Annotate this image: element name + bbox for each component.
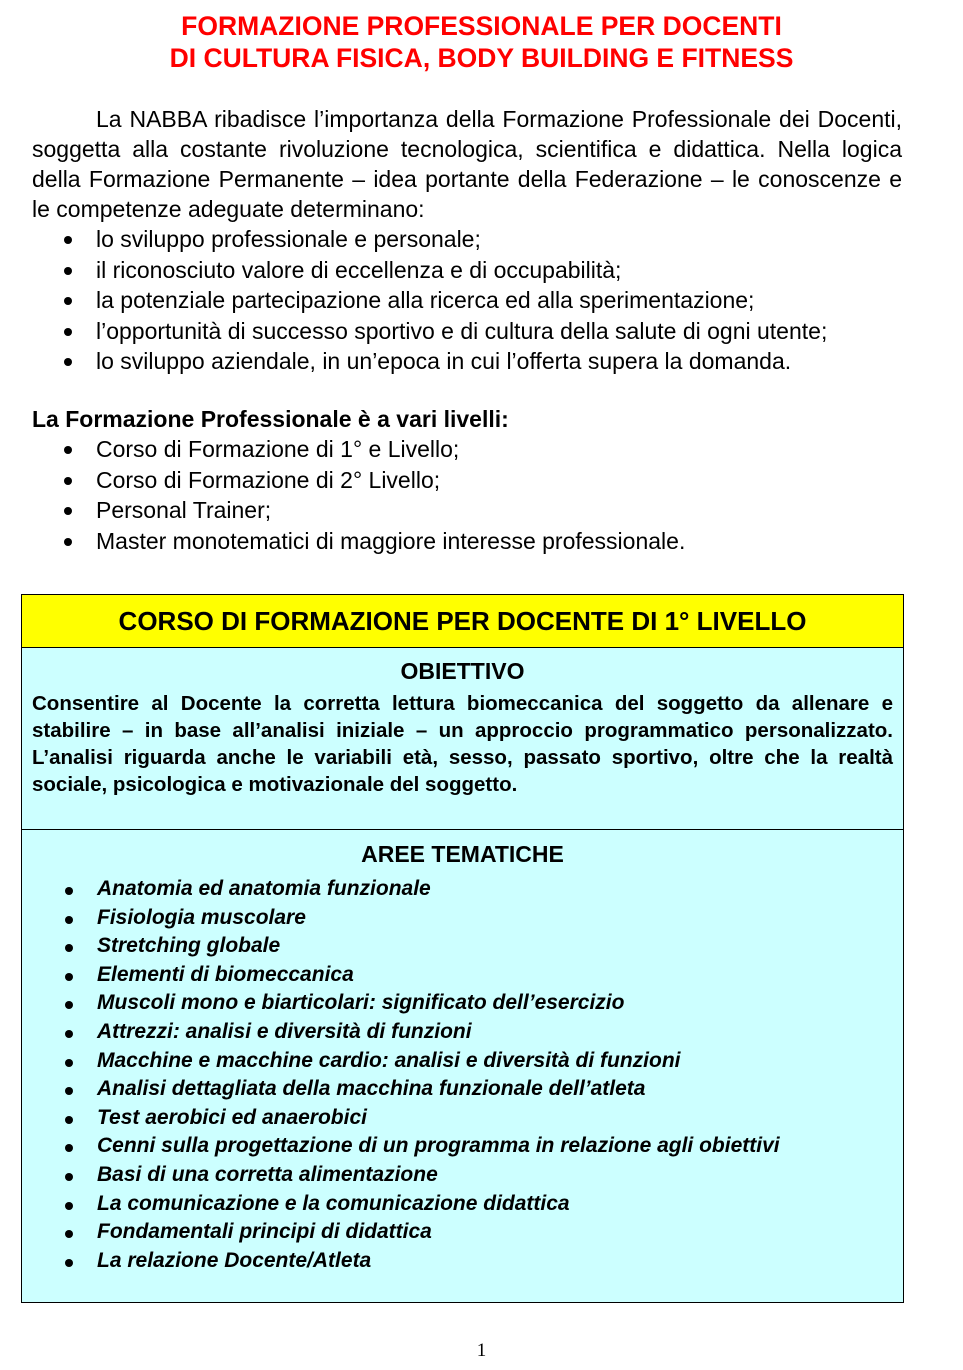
levels-heading: La Formazione Professionale è a vari livelli:	[32, 406, 509, 432]
areas-list	[22, 875, 903, 1275]
list-item: Corso di Formazione di 1° e Livello;	[32, 434, 912, 465]
objective-text: Consentire al Docente la corretta lettura biomeccanica del soggetto da allenare e stabilire – in base all’analisi iniziale – un approccio programmatico personalizzato. L’analisi riguarda anche le variabili età, sesso, passato sportivo, oltre che la realtà sociale, psicologica e motivazionale del soggetto.	[32, 692, 893, 796]
list-item: Fondamentali principi di didattica	[22, 1218, 903, 1247]
list-item: Attrezzi: analisi e diversità di funzioni	[22, 1018, 903, 1047]
intro-bullet-list	[32, 224, 902, 377]
list-item: Basi di una corretta alimentazione	[22, 1161, 903, 1190]
course-header: CORSO DI FORMAZIONE PER DOCENTE DI 1° LIVELLO	[22, 595, 903, 648]
list-item: Master monotematici di maggiore interesse professionale.	[32, 526, 912, 557]
title-line-1: FORMAZIONE PROFESSIONALE PER DOCENTI	[181, 11, 782, 41]
page-number: 1	[476, 1340, 487, 1361]
list-item: Personal Trainer;	[32, 495, 912, 526]
list-item: Elementi di biomeccanica	[22, 961, 903, 990]
levels-list	[32, 434, 912, 556]
list-item: lo sviluppo professionale e personale;	[32, 224, 902, 255]
list-item: Corso di Formazione di 2° Livello;	[32, 465, 912, 496]
list-item: Cenni sulla progettazione di un programma in relazione agli obiettivi	[22, 1132, 903, 1161]
course-box	[21, 594, 904, 1303]
list-item: lo sviluppo aziendale, in un’epoca in cui l’offerta supera la domanda.	[32, 346, 902, 377]
list-item: Macchine e macchine cardio: analisi e diversità di funzioni	[22, 1047, 903, 1076]
list-item: Muscoli mono e biarticolari: significato dell’esercizio	[22, 989, 903, 1018]
list-item: l’opportunità di successo sportivo e di cultura della salute di ogni utente;	[32, 316, 902, 347]
intro-section	[32, 104, 902, 377]
list-item: la potenziale partecipazione alla ricerca ed alla sperimentazione;	[32, 285, 902, 316]
title-line-2: DI CULTURA FISICA, BODY BUILDING E FITNESS	[169, 43, 794, 73]
document-title	[0, 10, 963, 74]
list-item: La comunicazione e la comunicazione didattica	[22, 1190, 903, 1219]
list-item: Analisi dettagliata della macchina funzionale dell’atleta	[22, 1075, 903, 1104]
areas-section	[22, 830, 903, 1275]
list-item: La relazione Docente/Atleta	[22, 1247, 903, 1276]
objective-section	[22, 648, 903, 830]
intro-paragraph: La NABBA ribadisce l’importanza della Formazione Professionale dei Docenti, soggetta alla costante rivoluzione tecnologica, scientifica e didattica. Nella logica della Formazione Permanente – idea portante della Federazione – le conoscenze e le competenze adeguate determinano:	[32, 106, 902, 222]
list-item: Fisiologia muscolare	[22, 904, 903, 933]
list-item: Stretching globale	[22, 932, 903, 961]
list-item: Test aerobici ed anaerobici	[22, 1104, 903, 1133]
areas-title: AREE TEMATICHE	[361, 841, 564, 867]
levels-section	[32, 404, 912, 556]
list-item: Anatomia ed anatomia funzionale	[22, 875, 903, 904]
list-item: il riconosciuto valore di eccellenza e di occupabilità;	[32, 255, 902, 286]
objective-title: OBIETTIVO	[400, 658, 525, 684]
